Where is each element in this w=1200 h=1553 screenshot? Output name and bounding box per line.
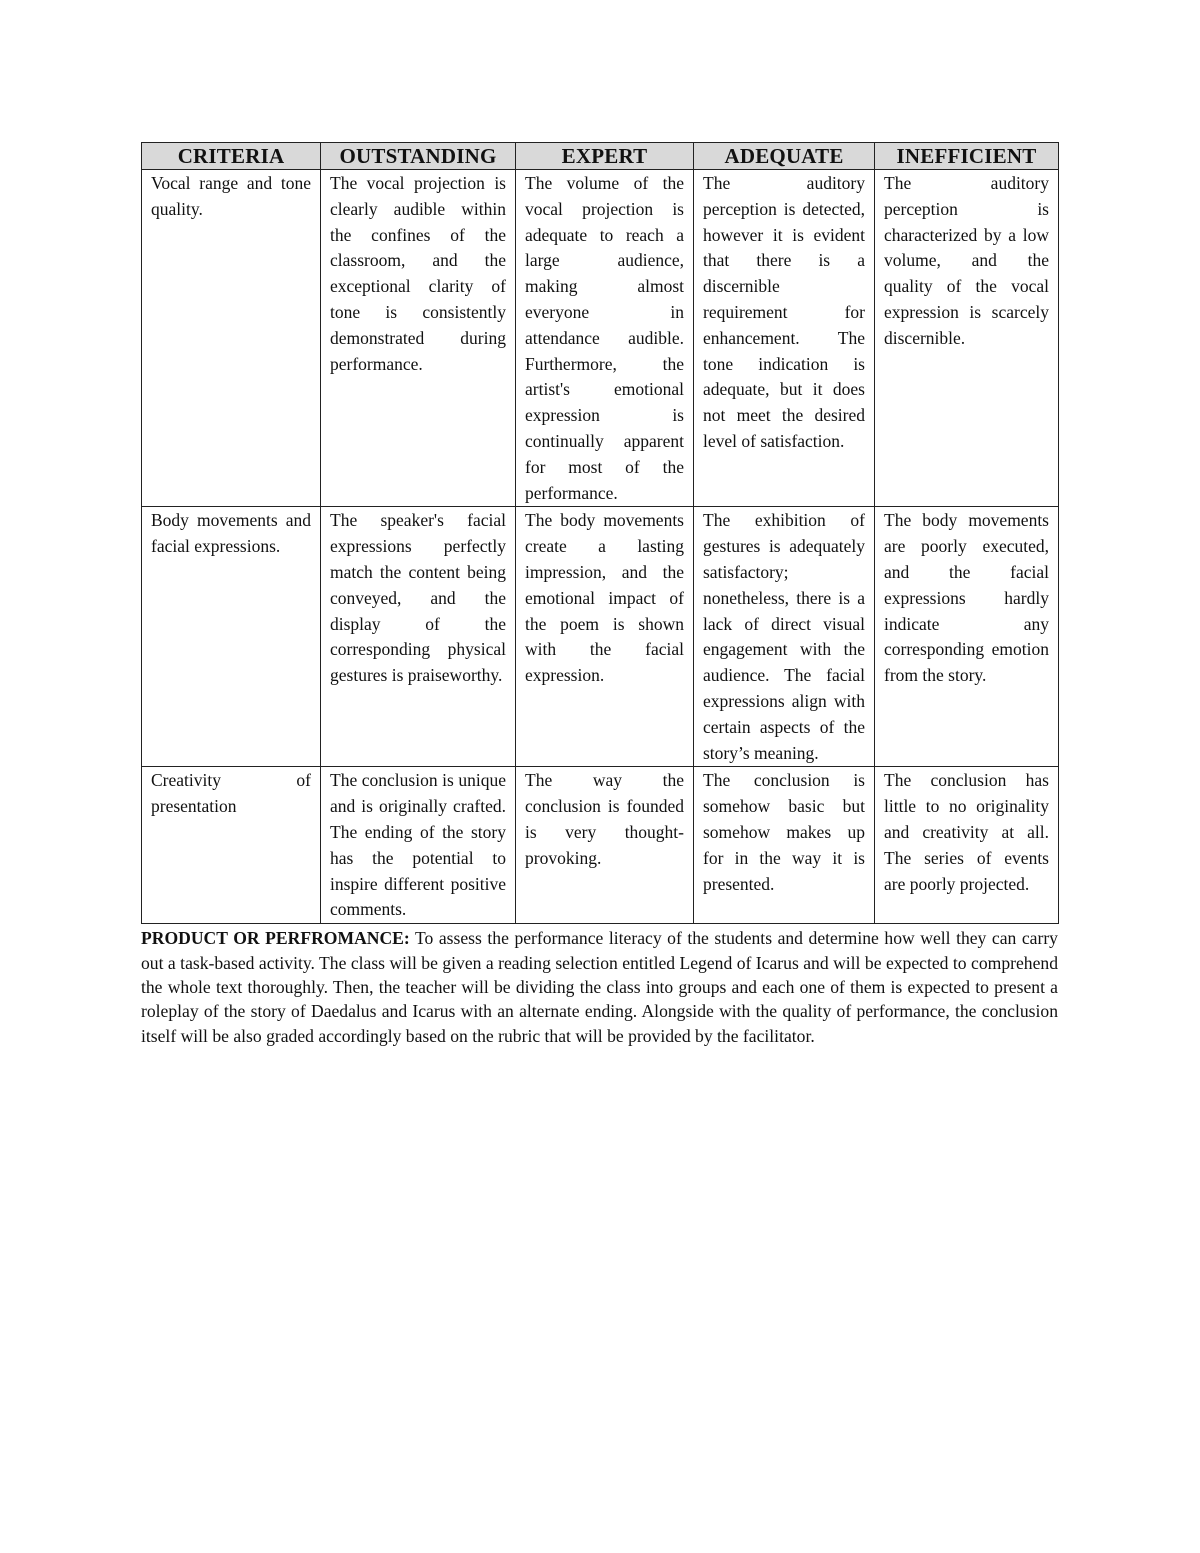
header-expert: EXPERT xyxy=(516,143,694,170)
adequate-cell: The conclusion is somehow basic but somehow makes up for in the way it is presented. xyxy=(694,767,875,924)
outstanding-cell: The vocal projection is clearly audible within the confines of the classroom, and the exceptional clarity of tone is consistently demonstrated during performance. xyxy=(321,170,516,507)
header-inefficient: INEFFICIENT xyxy=(875,143,1059,170)
criteria-cell: Body movements and facial expressions. xyxy=(142,507,321,767)
rubric-row-body xyxy=(142,507,1059,767)
product-text: To assess the performance literacy of the students and determine how well they can carry out a task-based activity. The class will be given a reading selection entitled Legend of Icarus and will be expected to comprehend the whole text thoroughly. Then, the teacher will be dividing the class into groups and each one of them is expected to present a roleplay of the story of Daedalus and Icarus with an alternate ending. Alongside with the quality of performance, the conclusion itself will be also graded accordingly based on the rubric that will be provided by the facilitator. xyxy=(141,928,1058,1046)
rubric-table xyxy=(141,142,1059,924)
rubric-row-creativity xyxy=(142,767,1059,924)
expert-cell: The body movements create a lasting impression, and the emotional impact of the poem is shown with the facial expression. xyxy=(516,507,694,767)
product-paragraph xyxy=(141,926,1058,1048)
expert-cell: The volume of the vocal projection is adequate to reach a large audience, making almost everyone in attendance audible. Furthermore, the artist's emotional expression is continually apparent for most of the performance. xyxy=(516,170,694,507)
header-criteria: CRITERIA xyxy=(142,143,321,170)
criteria-cell: Creativity of presentation xyxy=(142,767,321,924)
document-page xyxy=(141,142,1058,1048)
rubric-header-row xyxy=(142,143,1059,170)
outstanding-cell: The speaker's facial expressions perfectly match the content being conveyed, and the display of the corresponding physical gestures is praiseworthy. xyxy=(321,507,516,767)
header-adequate: ADEQUATE xyxy=(694,143,875,170)
outstanding-cell: The conclusion is unique and is originally crafted. The ending of the story has the potential to inspire different positive comments. xyxy=(321,767,516,924)
inefficient-cell: The auditory perception is characterized by a low volume, and the quality of the vocal expression is scarcely discernible. xyxy=(875,170,1059,507)
inefficient-cell: The body movements are poorly executed, and the facial expressions hardly indicate any corresponding emotion from the story. xyxy=(875,507,1059,767)
adequate-cell: The auditory perception is detected, however it is evident that there is a discernible requirement for enhancement. The tone indication is adequate, but it does not meet the desired level of satisfaction. xyxy=(694,170,875,507)
rubric-row-vocal xyxy=(142,170,1059,507)
product-label: PRODUCT OR PERFROMANCE: xyxy=(141,928,410,949)
adequate-cell: The exhibition of gestures is adequately satisfactory; nonetheless, there is a lack of direct visual engagement with the audience. The facial expressions align with certain aspects of the story’s meaning. xyxy=(694,507,875,767)
criteria-cell: Vocal range and tone quality. xyxy=(142,170,321,507)
expert-cell: The way the conclusion is founded is very thought-provoking. xyxy=(516,767,694,924)
header-outstanding: OUTSTANDING xyxy=(321,143,516,170)
inefficient-cell: The conclusion has little to no originality and creativity at all. The series of events are poorly projected. xyxy=(875,767,1059,924)
